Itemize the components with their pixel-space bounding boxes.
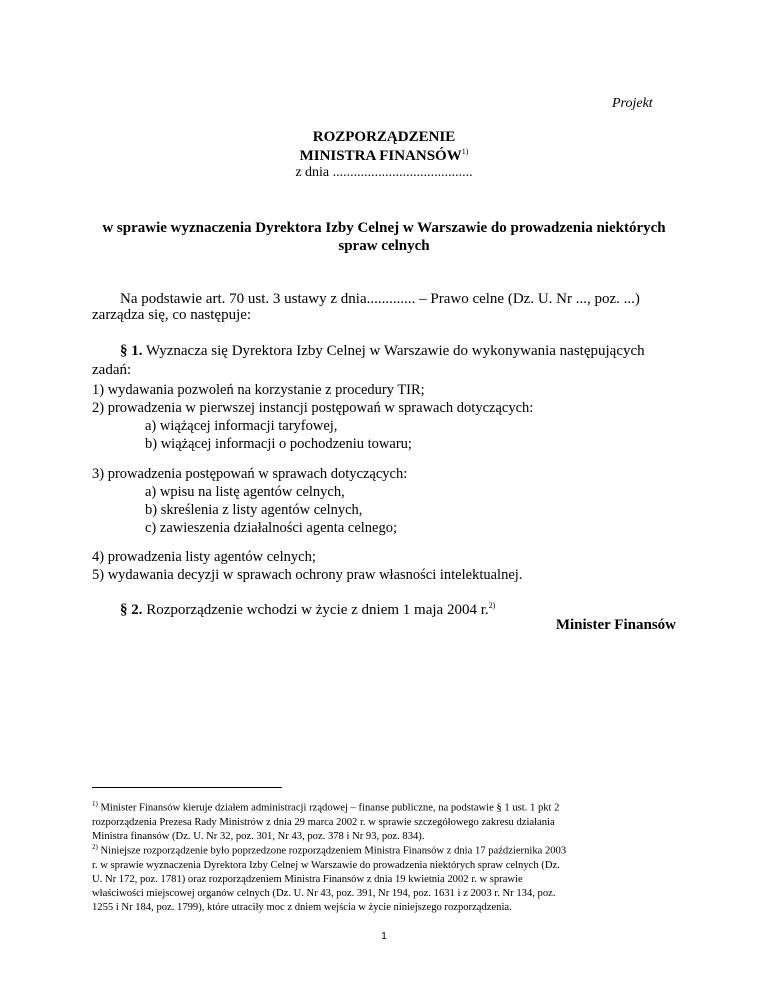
list-item: 3) prowadzenia postępowań w sprawach dotyczących:: [92, 466, 408, 482]
footnote-2-line-1-text: Niniejsze rozporządzenie było poprzedzone rozporządzeniem Ministra Finansów z dnia 17 października 2003: [100, 845, 567, 857]
footnote-1-line-2: rozporządzenia Prezesa Rady Ministrów z dnia 29 marca 2002 r. w sprawie szczegółowego zakresu działania: [92, 816, 555, 828]
list-subitem: a) wiążącej informacji taryfowej,: [145, 418, 338, 434]
section-2-label: § 2.: [120, 602, 143, 618]
section-1-line-2: zadań:: [92, 362, 132, 378]
footnote-2-line-2: r. w sprawie wyznaczenia Dyrektora Izby Celnej w Warszawie do prowadzenia niektórych spraw celnych (Dz.: [92, 859, 560, 871]
footnote-1: [92, 797, 676, 844]
footnote-1-line-1-text: Minister Finansów kieruje działem administracji rządowej – finanse publiczne, na podstawie § 1 ust. 1 pkt 2: [100, 802, 560, 814]
list-item: 4) prowadzenia listy agentów celnych;: [92, 549, 316, 565]
list-subitem: a) wpisu na listę agentów celnych,: [145, 484, 345, 500]
list-item: 1) wydawania pozwoleń na korzystanie z procedury TIR;: [92, 382, 425, 398]
list-subitem: b) wiążącej informacji o pochodzeniu towaru;: [145, 436, 412, 452]
list-item: 5) wydawania decyzji w sprawach ochrony praw własności intelektualnej.: [92, 567, 523, 583]
section-2-footnote-ref: 2): [488, 601, 496, 610]
footnote-2-line: [92, 840, 676, 859]
section-1-text: Wyznacza się Dyrektora Izby Celnej w Warszawie do wykonywania następujących: [145, 343, 645, 359]
title-line-2-text: MINISTRA FINANSÓW: [299, 148, 462, 164]
title-line-1: ROZPORZĄDZENIE: [312, 129, 456, 145]
list-item: 2) prowadzenia w pierwszej instancji postępowań w sprawach dotyczących:: [92, 400, 534, 416]
section-1-line-1: [120, 341, 676, 361]
page-number: 1: [381, 931, 387, 942]
footnote-1-line: [92, 797, 676, 816]
footnote-1-mark: 1): [92, 800, 98, 808]
title-footnote-ref: 1): [461, 147, 469, 156]
footnote-2: [92, 840, 676, 916]
preamble-line-2: zarządza się, co następuje:: [92, 307, 252, 323]
signature: Minister Finansów: [555, 617, 676, 633]
footnote-separator: [92, 787, 282, 788]
date-line: z dnia ........................................: [295, 165, 473, 180]
list-subitem: c) zawieszenia działalności agenta celnego;: [145, 520, 398, 536]
footnote-2-line-4: właściwości miejscowej organów celnych (Dz. U. Nr 43, poz. 391, Nr 194, poz. 1631 i z 2003 r. Nr 134, poz.: [92, 888, 556, 900]
footnote-2-line-3: U. Nr 172, poz. 1781) oraz rozporządzeniem Ministra Finansów z dnia 19 kwietnia 2002 r. w sprawie: [92, 873, 523, 885]
section-2-text: Rozporządzenie wchodzi w życie z dniem 1 maja 2004 r.: [146, 602, 489, 618]
projekt-label: Projekt: [612, 96, 653, 111]
title-line-2: [0, 147, 768, 165]
footnote-1-line-3: Ministra finansów (Dz. U. Nr 32, poz. 301, Nr 43, poz. 378 i Nr 93, poz. 834).: [92, 830, 425, 842]
subject-heading: [92, 219, 676, 255]
section-1-label: § 1.: [120, 343, 143, 359]
subject-line-1: w sprawie wyznaczenia Dyrektora Izby Celnej w Warszawie do prowadzenia niektórych: [102, 220, 666, 236]
preamble-line-1: Na podstawie art. 70 ust. 3 ustawy z dnia............. – Prawo celne (Dz. U. Nr ..., poz. ...): [120, 291, 640, 307]
footnote-2-line-5: 1255 i Nr 184, poz. 1799), które utraciły moc z dniem wejścia w życie niniejszego rozporządzenia.: [92, 902, 512, 914]
footnote-2-mark: 2): [92, 843, 98, 851]
list-subitem: b) skreślenia z listy agentów celnych,: [145, 502, 363, 518]
subject-line-2: spraw celnych: [338, 238, 430, 254]
